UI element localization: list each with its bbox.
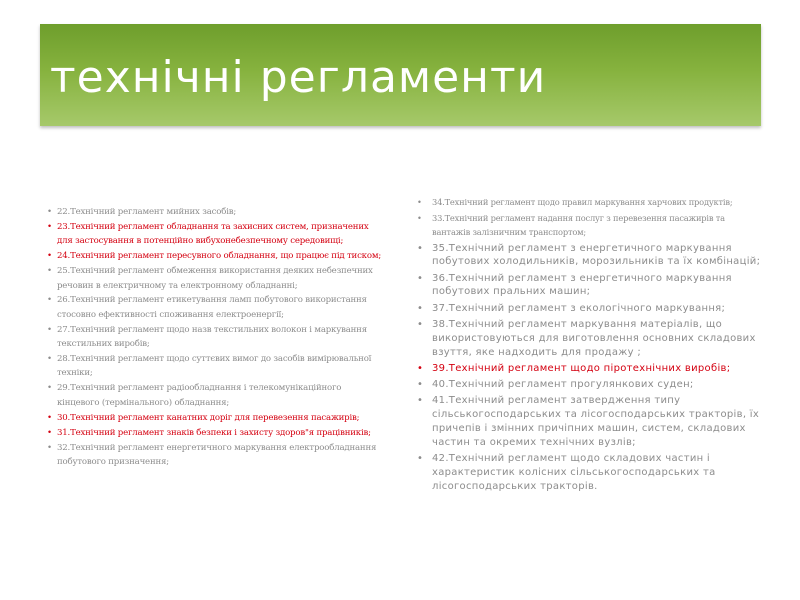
list-item: • 27.Технічний регламент щодо назв текстильних волокон і маркування текстильних виробів;	[47, 323, 382, 352]
list-item: • 22.Технічний регламент мийних засобів;	[47, 205, 382, 219]
list-item: • 33.Технічний регламент надання послуг з перевезення пасажирів та вантажів залізничним транспортом;	[417, 212, 762, 239]
right-regulations-list	[417, 196, 762, 496]
list-item: • 31.Технічний регламент знаків безпеки і захисту здоров"я працівників;	[47, 426, 382, 440]
slide-title: технічні регламенти	[50, 52, 547, 103]
list-item: • 36.Технічний регламент з енергетичного маркування побутових пральних машин;	[417, 272, 762, 300]
list-item: • 35.Технічний регламент з енергетичного маркування побутових холодильників, морозильників та їх комбінацій;	[417, 242, 762, 270]
left-regulations-list	[47, 205, 382, 470]
list-item: • 42.Технічний регламент щодо складових частин і характеристик колісних сільськогосподарських та лісогосподарських тракторів.	[417, 452, 762, 493]
list-item: • 24.Технічний регламент пересувного обладнання, що працює під тиском;	[47, 249, 382, 263]
list-item: • 40.Технічний регламент прогулянкових суден;	[417, 378, 762, 392]
list-item: • 25.Технічний регламент обмеження використання деяких небезпечних речовин в електричному та електронному обладнанні;	[47, 264, 382, 293]
list-item: • 29.Технічний регламент радіообладнання і телекомунікаційного кінцевого (термінального) обладнання;	[47, 381, 382, 410]
list-item: • 37.Технічний регламент з екологічного маркування;	[417, 302, 762, 316]
list-item: • 34.Технічний регламент щодо правил маркування харчових продуктів;	[417, 196, 762, 210]
list-item: • 26.Технічний регламент етикетування ламп побутового використання стосовно ефективності споживання електроенергії;	[47, 293, 382, 322]
list-item: • 23.Технічний регламент обладнання та захисних систем, призначених для застосування в потенційно вибухонебезпечному середовищі;	[47, 220, 382, 249]
list-item: • 32.Технічний регламент енергетичного маркування електрообладнання побутового призначення;	[47, 441, 382, 470]
list-item: • 38.Технічний регламент маркування матеріалів, що використовуються для виготовлення основних складових взуття, яке надходить для продажу ;	[417, 318, 762, 359]
list-item: • 39.Технічний регламент щодо піротехнічних виробів;	[417, 362, 762, 376]
list-item: • 30.Технічний регламент канатних доріг для перевезення пасажирів;	[47, 411, 382, 425]
list-item: • 28.Технічний регламент щодо суттєвих вимог до засобів вимірювальної техніки;	[47, 352, 382, 381]
list-item: • 41.Технічний регламент затвердження типу сільськогосподарських та лісогосподарських тракторів, їх причепів і змінних причіпних машин, систем, складових частин та окремих технічних вузлів;	[417, 394, 762, 449]
